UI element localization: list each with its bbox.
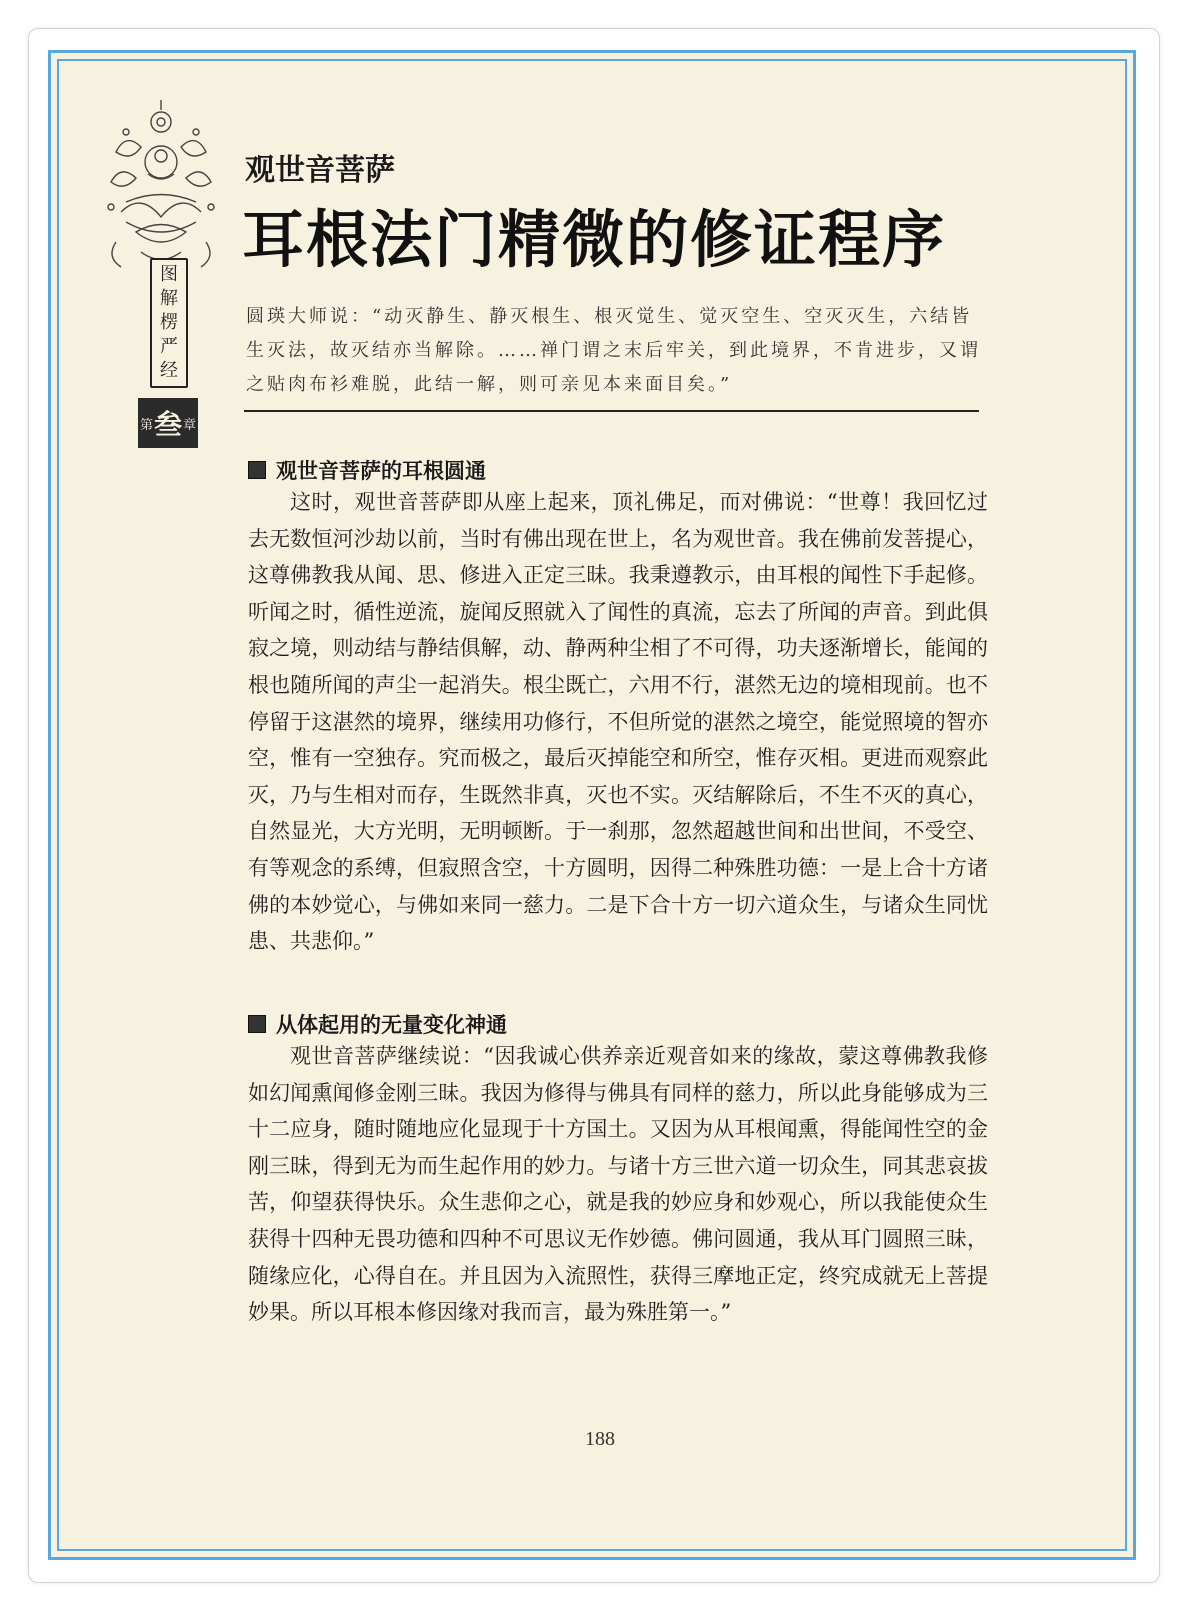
section-body-1: 这时，观世音菩萨即从座上起来，顶礼佛足，而对佛说：“世尊！我回忆过去无数恒河沙劫以前，当时有佛出现在世上，名为观世音。我在佛前发菩提心，这尊佛教我从闻、思、修进入正定三昧。我秉遵教示，由耳根的闻性下手起修。听闻之时，循性逆流，旋闻反照就入了闻性的真流，忘去了所闻的声音。到此俱寂之境，则动结与静结俱解，动、静两种尘相了不可得，功夫逐渐增长，能闻的根也随所闻的声尘一起消失。根尘既亡，六用不行，湛然无边的境相现前。也不停留于这湛然的境界，继续用功修行，不但所觉的湛然之境空，能觉照境的智亦空，惟有一空独存。究而极之，最后灭掉能空和所空，惟存灭相。更进而观察此灭，乃与生相对而存，生既然非真，灭也不实。灭结解除后，不生不灭的真心，自然显光，大方光明，无明顿断。于一刹那，忽然超越世间和出世间，不受空、有等观念的系缚，但寂照含空，十方圆明，因得二种殊胜功德：一是上合十方诸佛的本妙觉心，与佛如来同一慈力。二是下合十方一切六道众生，与诸众生同忧患、共悲仰。” bbox=[248, 490, 988, 954]
section-heading-1 bbox=[248, 455, 486, 485]
chapter-number: 叁 bbox=[153, 408, 182, 441]
section-bullet-icon bbox=[248, 1015, 266, 1033]
page-title: 耳根法门精微的修证程序 bbox=[242, 203, 947, 276]
chapter-suffix: 章 bbox=[183, 417, 197, 433]
book-title-char: 楞 bbox=[160, 312, 178, 333]
section-heading-text: 观世音菩萨的耳根圆通 bbox=[276, 459, 486, 483]
section-heading-2 bbox=[248, 1009, 507, 1039]
epigraph-quote: 圆瑛大师说：“动灭静生、静灭根生、根灭觉生、觉灭空生、空灭灭生，六结皆生灭法，故灭结亦当解除。……禅门谓之末后牢关，到此境界，不肯进步，又谓之贴肉布衫难脱，此结一解，则可亲见本来面目矣。” bbox=[246, 306, 981, 395]
page-subtitle: 观世音菩萨 bbox=[245, 153, 395, 188]
divider bbox=[244, 410, 979, 412]
chapter-badge bbox=[138, 398, 198, 448]
book-title-char: 解 bbox=[160, 288, 178, 309]
chapter-prefix: 第 bbox=[139, 417, 153, 433]
book-title-char: 经 bbox=[160, 360, 178, 381]
book-title-char: 图 bbox=[160, 264, 178, 285]
section-heading-text: 从体起用的无量变化神通 bbox=[276, 1013, 507, 1037]
book-title-char: 严 bbox=[160, 336, 178, 357]
page-number: 188 bbox=[585, 1428, 615, 1450]
section-bullet-icon bbox=[248, 461, 266, 479]
book-title-label bbox=[150, 258, 188, 388]
section-body-2: 观世音菩萨继续说：“因我诚心供养亲近观音如来的缘故，蒙这尊佛教我修如幻闻熏闻修金刚三昧。我因为修得与佛具有同样的慈力，所以此身能够成为三十二应身，随时随地应化显现于十方国土。又因为从耳根闻熏，得能闻性空的金刚三昧，得到无为而生起作用的妙力。与诸十方三世六道一切众生，同其悲哀拔苦，仰望获得快乐。众生悲仰之心，就是我的妙应身和妙观心，所以我能使众生获得十四种无畏功德和四种不可思议无作妙德。佛问圆通，我从耳门圆照三昧，随缘应化，心得自在。并且因为入流照性，获得三摩地正定，终究成就无上菩提妙果。所以耳根本修因缘对我而言，最为殊胜第一。” bbox=[248, 1044, 988, 1325]
